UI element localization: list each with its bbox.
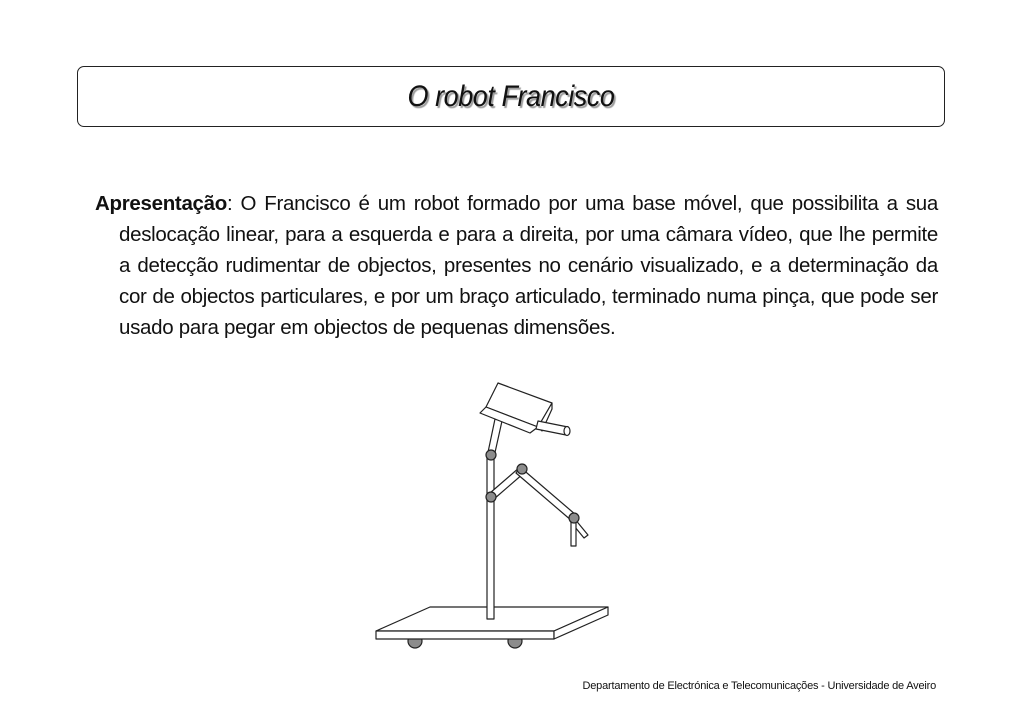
joint-wrist: [569, 513, 579, 523]
gripper-finger: [571, 521, 576, 546]
term-label: Apresentação: [95, 192, 227, 215]
robot-illustration: [370, 375, 620, 655]
slide-title: O robot Francisco: [407, 79, 615, 113]
joint-shoulder: [486, 492, 496, 502]
vertical-mast: [487, 457, 494, 619]
term-separator: :: [226, 192, 241, 215]
joint-elbow: [517, 464, 527, 474]
title-box: [77, 66, 945, 127]
camera-lens-tip: [564, 427, 570, 436]
mobile-base-front: [376, 631, 554, 639]
footer-text: Departamento de Electrónica e Telecomunicações - Universidade de Aveiro: [582, 680, 936, 692]
paragraph-text: O Francisco é um robot formado por uma base móvel, que possibilita a sua deslocação linear, para a esquerda e para a direita, por uma câmara vídeo, que lhe permite a detecção rudimentar de objectos, presentes no cenário visualizado, e a determinação da cor de objectos particulares, e por um braço articulado, terminado numa pinça, que pode ser usado para pegar em objectos de pequenas dimensões.: [119, 192, 938, 339]
joint-neck: [486, 450, 496, 460]
arm-segment-2: [516, 467, 576, 521]
presentation-paragraph: [95, 188, 938, 343]
camera-lens: [536, 421, 568, 435]
